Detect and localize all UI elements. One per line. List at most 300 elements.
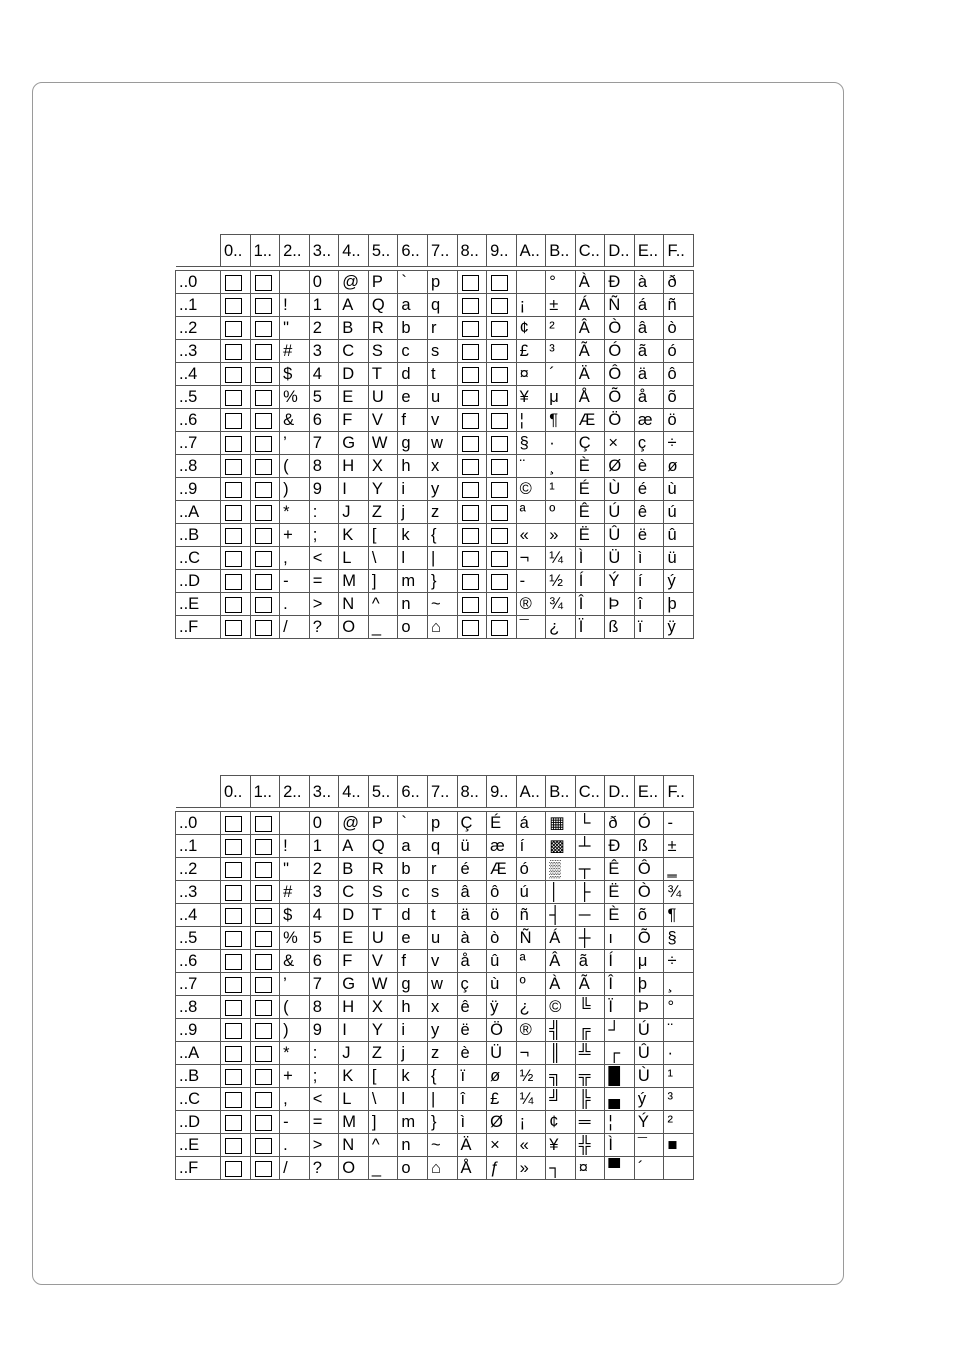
char-cell: f: [398, 409, 428, 432]
char-cell: ¨: [664, 1019, 694, 1042]
char-cell: Đ: [605, 835, 635, 858]
char-cell: ¹: [546, 478, 576, 501]
char-cell: 6: [309, 409, 339, 432]
char-cell: ┘: [605, 1019, 635, 1042]
char-cell: ö: [664, 409, 694, 432]
char-cell: j: [398, 1042, 428, 1065]
table-row: [176, 1157, 694, 1180]
undefined-char-box: [491, 275, 508, 291]
char-cell: k: [398, 524, 428, 547]
char-cell: D: [339, 904, 369, 927]
char-cell: P: [368, 271, 398, 294]
char-cell: ¹: [664, 1065, 694, 1088]
char-cell: [221, 835, 251, 858]
table-row: [176, 409, 694, 432]
char-cell: [250, 904, 280, 927]
char-cell: O: [339, 1157, 369, 1180]
char-cell: ’: [280, 973, 310, 996]
undefined-char-box: [462, 321, 479, 337]
char-cell: a: [398, 835, 428, 858]
char-cell: ÷: [664, 432, 694, 455]
undefined-char-box: [225, 459, 242, 475]
undefined-char-box: [255, 839, 272, 855]
char-cell: [487, 455, 517, 478]
column-header: D..: [605, 235, 635, 267]
char-cell: 2: [309, 858, 339, 881]
char-cell: [221, 524, 251, 547]
char-cell: Ë: [605, 881, 635, 904]
char-cell: z: [427, 1042, 457, 1065]
char-cell: ?: [309, 616, 339, 639]
char-cell: â: [457, 881, 487, 904]
undefined-char-box: [255, 1092, 272, 1108]
char-cell: Á: [575, 294, 605, 317]
undefined-char-box: [225, 298, 242, 314]
column-header: C..: [575, 235, 605, 267]
char-cell: Ã: [575, 973, 605, 996]
char-cell: p: [427, 271, 457, 294]
char-cell: ‗: [664, 858, 694, 881]
char-cell: 0: [309, 812, 339, 835]
char-cell: 8: [309, 996, 339, 1019]
column-header: 4..: [339, 776, 369, 808]
char-cell: Î: [575, 593, 605, 616]
undefined-char-box: [225, 931, 242, 947]
char-cell: [487, 386, 517, 409]
undefined-char-box: [225, 1115, 242, 1131]
char-cell: !: [280, 835, 310, 858]
char-cell: Y: [368, 1019, 398, 1042]
undefined-char-box: [225, 1092, 242, 1108]
char-cell: [250, 1111, 280, 1134]
char-cell: o: [398, 616, 428, 639]
char-cell: S: [368, 881, 398, 904]
char-cell: ┌: [605, 1042, 635, 1065]
column-header: 3..: [309, 235, 339, 267]
row-header: ..3: [176, 881, 221, 904]
char-cell: F: [339, 409, 369, 432]
char-cell: [457, 271, 487, 294]
char-cell: [457, 409, 487, 432]
char-cell: m: [398, 1111, 428, 1134]
table-row: [176, 1134, 694, 1157]
char-cell: ]: [368, 1111, 398, 1134]
char-cell: [221, 363, 251, 386]
row-header: ..F: [176, 1157, 221, 1180]
char-cell: L: [339, 547, 369, 570]
char-cell: }: [427, 570, 457, 593]
column-header: E..: [634, 235, 664, 267]
char-cell: ┤: [546, 904, 576, 927]
char-cell: -: [280, 1111, 310, 1134]
char-cell: [221, 1042, 251, 1065]
char-cell: æ: [487, 835, 517, 858]
char-cell: G: [339, 973, 369, 996]
char-cell: t: [427, 363, 457, 386]
undefined-char-box: [491, 574, 508, 590]
char-cell: ã: [575, 950, 605, 973]
char-cell: Ö: [605, 409, 635, 432]
char-cell: $: [280, 904, 310, 927]
char-cell: r: [427, 317, 457, 340]
char-cell: Æ: [487, 858, 517, 881]
char-cell: ¾: [664, 881, 694, 904]
char-cell: ¢: [546, 1111, 576, 1134]
char-cell: ║: [546, 1042, 576, 1065]
char-cell: â: [634, 317, 664, 340]
char-cell: K: [339, 1065, 369, 1088]
row-header: ..1: [176, 835, 221, 858]
char-cell: ┼: [575, 927, 605, 950]
char-cell: Î: [605, 973, 635, 996]
char-cell: ÿ: [664, 616, 694, 639]
char-cell: ½: [516, 1065, 546, 1088]
row-header: ..6: [176, 950, 221, 973]
char-cell: ^: [368, 593, 398, 616]
column-header: 6..: [398, 235, 428, 267]
undefined-char-box: [225, 413, 242, 429]
char-cell: ┬: [575, 858, 605, 881]
char-cell: ý: [634, 1088, 664, 1111]
char-cell: ▀: [605, 1157, 635, 1180]
undefined-char-box: [255, 321, 272, 337]
char-cell: μ: [546, 386, 576, 409]
char-cell: Ó: [634, 812, 664, 835]
char-cell: ’: [280, 432, 310, 455]
undefined-char-box: [462, 459, 479, 475]
char-cell: ╣: [546, 1019, 576, 1042]
undefined-char-box: [255, 1115, 272, 1131]
char-cell: £: [487, 1088, 517, 1111]
char-cell: Ç: [575, 432, 605, 455]
char-cell: -: [280, 570, 310, 593]
char-cell: [280, 271, 310, 294]
char-cell: ø: [664, 455, 694, 478]
char-cell: §: [516, 432, 546, 455]
column-header: 1..: [250, 235, 280, 267]
char-cell: +: [280, 524, 310, 547]
undefined-char-box: [462, 298, 479, 314]
char-cell: ±: [546, 294, 576, 317]
char-cell: ─: [575, 904, 605, 927]
undefined-char-box: [255, 459, 272, 475]
char-cell: ì: [634, 547, 664, 570]
char-cell: ñ: [516, 904, 546, 927]
char-cell: (: [280, 996, 310, 1019]
char-cell: $: [280, 363, 310, 386]
char-cell: h: [398, 996, 428, 1019]
char-cell: Ä: [457, 1134, 487, 1157]
row-header: ..2: [176, 317, 221, 340]
char-cell: [664, 1157, 694, 1180]
undefined-char-box: [255, 436, 272, 452]
char-cell: j: [398, 501, 428, 524]
undefined-char-box: [225, 597, 242, 613]
table-row: [176, 927, 694, 950]
char-cell: W: [368, 432, 398, 455]
char-cell: B: [339, 317, 369, 340]
char-cell: Ñ: [516, 927, 546, 950]
char-cell: Õ: [634, 927, 664, 950]
undefined-char-box: [462, 620, 479, 636]
char-cell: e: [398, 927, 428, 950]
char-cell: L: [339, 1088, 369, 1111]
char-cell: R: [368, 858, 398, 881]
char-cell: -: [516, 570, 546, 593]
undefined-char-box: [462, 413, 479, 429]
char-cell: #: [280, 340, 310, 363]
char-cell: T: [368, 363, 398, 386]
char-cell: T: [368, 904, 398, 927]
char-cell: w: [427, 432, 457, 455]
table-row: [176, 950, 694, 973]
undefined-char-box: [225, 505, 242, 521]
char-cell: 3: [309, 881, 339, 904]
char-cell: c: [398, 340, 428, 363]
char-cell: î: [457, 1088, 487, 1111]
char-cell: [221, 904, 251, 927]
char-cell: ╗: [546, 1065, 576, 1088]
char-cell: 4: [309, 363, 339, 386]
char-cell: [487, 478, 517, 501]
row-header: ..7: [176, 432, 221, 455]
char-cell: ×: [487, 1134, 517, 1157]
undefined-char-box: [255, 344, 272, 360]
char-cell: ó: [516, 858, 546, 881]
char-cell: í: [516, 835, 546, 858]
char-cell: ¼: [516, 1088, 546, 1111]
char-cell: [221, 547, 251, 570]
char-cell: ¤: [575, 1157, 605, 1180]
char-cell: ■: [664, 1134, 694, 1157]
char-cell: Û: [634, 1042, 664, 1065]
table-row: [176, 973, 694, 996]
undefined-char-box: [491, 390, 508, 406]
char-cell: w: [427, 973, 457, 996]
char-cell: [487, 501, 517, 524]
char-cell: ╩: [575, 1042, 605, 1065]
char-cell: >: [309, 1134, 339, 1157]
undefined-char-box: [255, 1069, 272, 1085]
char-cell: `: [398, 271, 428, 294]
undefined-char-box: [225, 482, 242, 498]
table-row: [176, 996, 694, 1019]
char-cell: 3: [309, 340, 339, 363]
char-cell: [250, 1019, 280, 1042]
char-cell: X: [368, 996, 398, 1019]
char-cell: ╠: [575, 1088, 605, 1111]
row-header: ..0: [176, 271, 221, 294]
char-cell: é: [457, 858, 487, 881]
char-cell: .: [280, 1134, 310, 1157]
row-header: ..D: [176, 570, 221, 593]
undefined-char-box: [255, 390, 272, 406]
char-cell: [250, 858, 280, 881]
char-cell: y: [427, 478, 457, 501]
char-cell: è: [457, 1042, 487, 1065]
char-cell: g: [398, 973, 428, 996]
row-header: ..B: [176, 1065, 221, 1088]
code-page-table-pc850: [175, 775, 694, 1180]
undefined-char-box: [225, 574, 242, 590]
char-cell: þ: [664, 593, 694, 616]
char-cell: [250, 294, 280, 317]
char-cell: [250, 547, 280, 570]
column-header: C..: [575, 776, 605, 808]
char-cell: 5: [309, 386, 339, 409]
char-cell: ©: [546, 996, 576, 1019]
undefined-char-box: [255, 1161, 272, 1177]
char-cell: á: [634, 294, 664, 317]
column-header: B..: [546, 776, 576, 808]
undefined-char-box: [225, 816, 242, 832]
char-cell: å: [457, 950, 487, 973]
char-cell: ,: [280, 547, 310, 570]
undefined-char-box: [225, 839, 242, 855]
char-cell: Å: [575, 386, 605, 409]
char-cell: m: [398, 570, 428, 593]
char-cell: «: [516, 524, 546, 547]
table-row: [176, 501, 694, 524]
char-cell: [250, 409, 280, 432]
undefined-char-box: [491, 298, 508, 314]
row-header: ..9: [176, 1019, 221, 1042]
char-cell: ò: [487, 927, 517, 950]
char-cell: Þ: [605, 593, 635, 616]
char-cell: ,: [280, 1088, 310, 1111]
undefined-char-box: [491, 459, 508, 475]
char-cell: ë: [634, 524, 664, 547]
row-header: ..4: [176, 363, 221, 386]
char-cell: R: [368, 317, 398, 340]
char-cell: [457, 524, 487, 547]
table-row: [176, 881, 694, 904]
undefined-char-box: [225, 344, 242, 360]
char-cell: °: [546, 271, 576, 294]
undefined-char-box: [255, 482, 272, 498]
char-cell: ¨: [516, 455, 546, 478]
char-cell: Ê: [605, 858, 635, 881]
undefined-char-box: [255, 597, 272, 613]
undefined-char-box: [255, 275, 272, 291]
row-header: ..7: [176, 973, 221, 996]
table-row: [176, 432, 694, 455]
char-cell: ¸: [664, 973, 694, 996]
char-cell: Ø: [487, 1111, 517, 1134]
char-cell: Ú: [634, 1019, 664, 1042]
char-cell: [250, 478, 280, 501]
char-cell: ): [280, 478, 310, 501]
row-header: ..8: [176, 455, 221, 478]
char-cell: Ù: [605, 478, 635, 501]
char-cell: p: [427, 812, 457, 835]
char-cell: Ï: [575, 616, 605, 639]
char-cell: 9: [309, 478, 339, 501]
char-cell: ": [280, 317, 310, 340]
char-cell: à: [457, 927, 487, 950]
char-cell: ü: [457, 835, 487, 858]
undefined-char-box: [225, 1161, 242, 1177]
char-cell: /: [280, 1157, 310, 1180]
char-cell: ß: [634, 835, 664, 858]
char-cell: [457, 570, 487, 593]
char-cell: ë: [457, 1019, 487, 1042]
char-cell: K: [339, 524, 369, 547]
char-cell: J: [339, 501, 369, 524]
char-cell: [250, 1088, 280, 1111]
char-cell: ¡: [516, 294, 546, 317]
char-cell: [221, 1111, 251, 1134]
undefined-char-box: [225, 1000, 242, 1016]
char-cell: ı: [605, 927, 635, 950]
char-cell: [487, 294, 517, 317]
char-cell: [250, 501, 280, 524]
char-cell: ¬: [516, 1042, 546, 1065]
char-cell: v: [427, 950, 457, 973]
char-cell: ?: [309, 1157, 339, 1180]
char-cell: <: [309, 1088, 339, 1111]
row-header: ..E: [176, 1134, 221, 1157]
undefined-char-box: [225, 390, 242, 406]
undefined-char-box: [462, 528, 479, 544]
char-cell: Ü: [605, 547, 635, 570]
char-cell: Ã: [575, 340, 605, 363]
char-cell: í: [634, 570, 664, 593]
char-cell: █: [605, 1065, 635, 1088]
column-header: F..: [664, 776, 694, 808]
char-cell: [457, 432, 487, 455]
undefined-char-box: [491, 321, 508, 337]
char-cell: ù: [487, 973, 517, 996]
char-cell: 7: [309, 432, 339, 455]
char-cell: :: [309, 1042, 339, 1065]
char-cell: ▄: [605, 1088, 635, 1111]
row-header: ..1: [176, 294, 221, 317]
column-header: 5..: [368, 235, 398, 267]
undefined-char-box: [255, 885, 272, 901]
char-cell: _: [368, 1157, 398, 1180]
char-cell: n: [398, 1134, 428, 1157]
char-cell: î: [634, 593, 664, 616]
char-cell: [221, 593, 251, 616]
char-cell: ⌂: [427, 1157, 457, 1180]
char-cell: þ: [634, 973, 664, 996]
char-cell: P: [368, 812, 398, 835]
char-cell: ┴: [575, 835, 605, 858]
char-cell: Ø: [605, 455, 635, 478]
char-cell: <: [309, 547, 339, 570]
char-cell: V: [368, 950, 398, 973]
char-cell: 2: [309, 317, 339, 340]
column-header: 7..: [427, 776, 457, 808]
corner-cell: [176, 776, 221, 808]
char-cell: õ: [664, 386, 694, 409]
char-cell: ñ: [664, 294, 694, 317]
char-cell: ƒ: [487, 1157, 517, 1180]
char-cell: Û: [605, 524, 635, 547]
char-cell: 0: [309, 271, 339, 294]
char-cell: {: [427, 524, 457, 547]
char-cell: [221, 812, 251, 835]
char-cell: .: [280, 593, 310, 616]
char-cell: `: [398, 812, 428, 835]
char-cell: ç: [634, 432, 664, 455]
char-cell: ¤: [516, 363, 546, 386]
char-cell: §: [664, 927, 694, 950]
char-cell: û: [487, 950, 517, 973]
char-cell: ì: [457, 1111, 487, 1134]
char-cell: [516, 271, 546, 294]
